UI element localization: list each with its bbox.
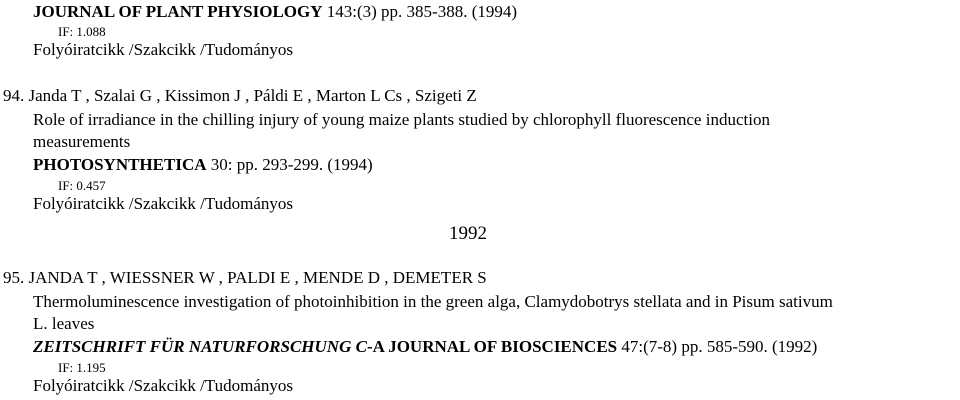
prev-publication-type: Folyóiratcikk /Szakcikk /Tudományos [33,40,294,59]
entry-94-authors: 94. Janda T , Szalai G , Kissimon J , Páldi E , Marton L Cs , Szigeti Z [3,86,477,105]
prev-entry-citation-line [33,2,517,22]
entry-95-title-line2: L. leaves [33,314,95,333]
entry-95-citation-line [33,337,817,357]
entry-95-publication-type: Folyóiratcikk /Szakcikk /Tudományos [33,376,294,395]
entry-95-impact-factor: IF: 1.195 [58,360,106,375]
entry-94-citation: 30: pp. 293-299. (1994) [206,155,373,174]
entry-94-title-line2: measurements [33,132,131,151]
entry-95-journal-rest: -A JOURNAL OF BIOSCIENCES [366,337,618,356]
entry-94-publication-type: Folyóiratcikk /Szakcikk /Tudományos [33,194,294,213]
entry-94-impact-factor: IF: 0.457 [58,178,106,193]
entry-94-journal-name: PHOTOSYNTHETICA [33,155,207,174]
entry-95-authors: 95. JANDA T , WIESSNER W , PALDI E , MENDE D , DEMETER S [3,268,487,287]
entry-95-citation: 47:(7-8) pp. 585-590. (1992) [617,337,818,356]
entry-95-journal-italic: ZEITSCHRIFT FÜR NATURFORSCHUNG C [33,337,367,356]
entry-95-title-line1: Thermoluminescence investigation of photoinhibition in the green alga, Clamydobotrys stellata and in Pisum sativum [33,292,833,311]
prev-journal-name: JOURNAL OF PLANT PHYSIOLOGY [33,2,323,21]
year-heading: 1992 [449,223,487,244]
prev-impact-factor: IF: 1.088 [58,24,106,39]
prev-citation: 143:(3) pp. 385-388. (1994) [322,2,518,21]
entry-94-title-line1: Role of irradiance in the chilling injury of young maize plants studied by chlorophyll fluorescence induction [33,110,770,129]
entry-94-citation-line [33,155,373,175]
